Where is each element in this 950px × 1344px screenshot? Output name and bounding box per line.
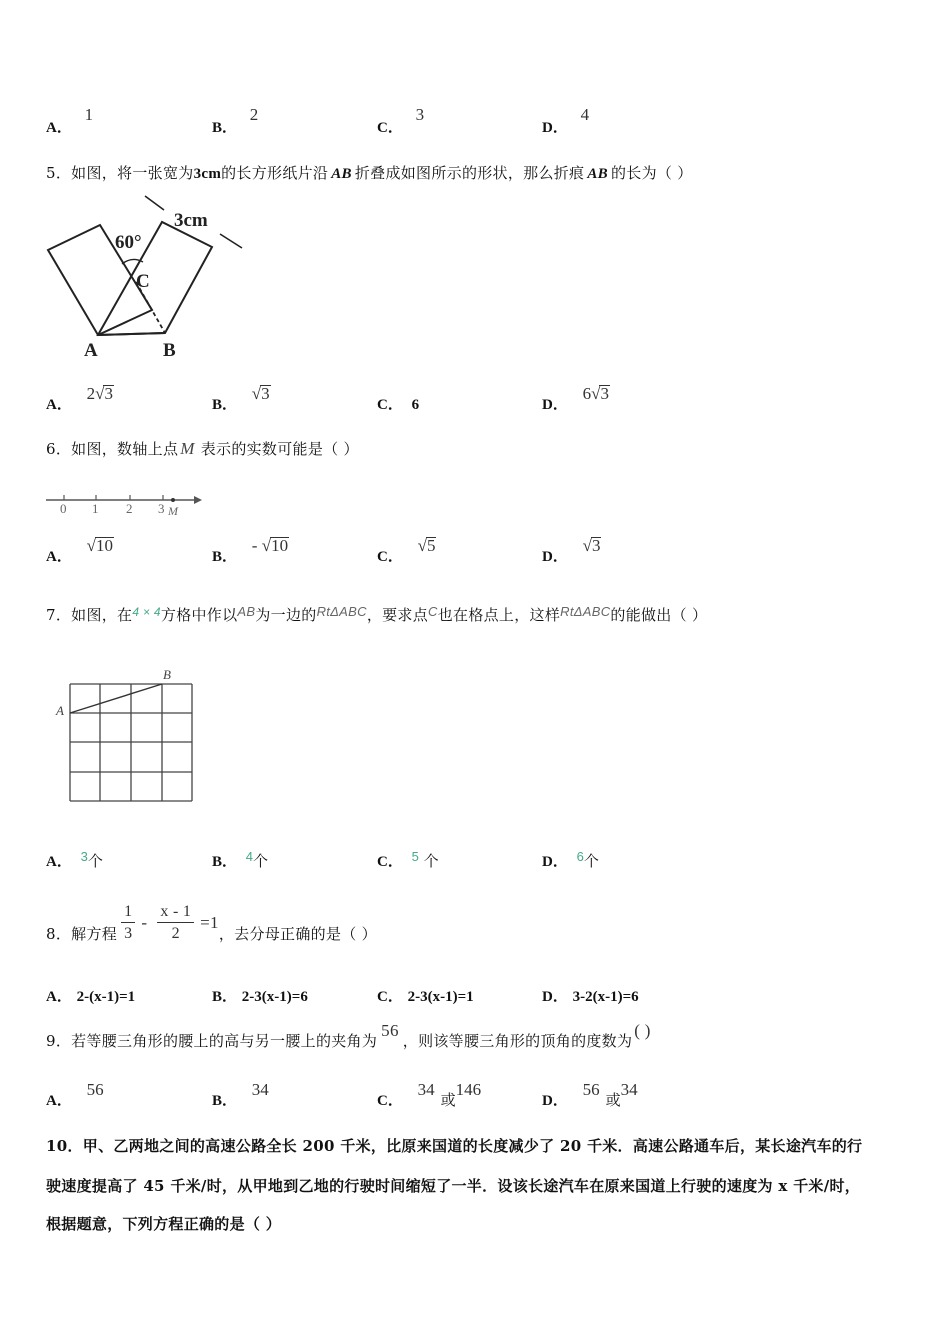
label-width: 3cm (174, 210, 208, 231)
stem-segment: AB (587, 166, 608, 182)
segment-ab (70, 684, 162, 713)
option-value (252, 536, 289, 555)
stem-text: ，去分母正确的是（ ） (218, 924, 377, 943)
q9-option-a (46, 1080, 110, 1110)
option-letter: D． (542, 549, 568, 565)
fraction-x-minus-1-over-2 (157, 902, 194, 945)
label-point-a: A (84, 340, 98, 360)
tick-label-3: 3 (158, 501, 165, 516)
radicand: 3 (104, 384, 113, 403)
stem-grid-size: 4 × 4 (132, 605, 161, 619)
option-letter: B． (212, 1093, 238, 1109)
option-value: 2-3(x-1)=1 (407, 989, 474, 1005)
q4-option-b (212, 105, 259, 137)
denominator: 2 (171, 924, 180, 942)
option-letter: C． (377, 854, 403, 870)
q7-stem (46, 604, 707, 625)
stem-segment: AB (237, 604, 256, 619)
q6-number-line (44, 488, 204, 518)
stem-text: 如图，将一张宽为 (71, 164, 194, 182)
option-letter: C． (377, 549, 403, 565)
q7-option-d (542, 850, 599, 871)
option-value: 2-3(x-1)=6 (241, 989, 308, 1005)
option-value (583, 536, 602, 555)
q9-option-d (542, 1080, 638, 1110)
stem-point: M (180, 439, 195, 458)
label-point-a: A (56, 703, 64, 718)
q6-stem (46, 438, 359, 459)
option-value-2: 34 (620, 1080, 638, 1099)
option-value (583, 384, 610, 403)
q7-option-a (46, 850, 103, 871)
option-unit: 个 (253, 852, 269, 870)
point-m-dot (171, 498, 175, 502)
option-letter: D． (542, 120, 568, 136)
option-letter: D． (542, 854, 568, 870)
option-unit: 个 (418, 852, 439, 870)
q7-option-c (377, 850, 439, 871)
coefficient: 2 (86, 384, 96, 403)
tick-label-1: 1 (92, 501, 99, 516)
stem-text: 折叠成如图所示的形状，那么折痕 (354, 164, 585, 182)
sqrt-icon: √ (582, 536, 592, 555)
option-value (252, 384, 271, 403)
stem-value: 3cm (193, 166, 222, 182)
q5-figure (40, 190, 260, 360)
option-letter: D． (542, 1093, 568, 1109)
equals-one: =1 (200, 913, 219, 932)
sqrt-icon: √ (261, 536, 272, 555)
option-value: 56 (582, 1080, 600, 1099)
option-value: 4 (580, 105, 590, 124)
radicand: 3 (591, 536, 601, 555)
radicand: 10 (271, 536, 289, 555)
q5-option-a (46, 384, 113, 414)
ab-line (98, 333, 165, 335)
q8-option-d (542, 985, 639, 1006)
label-point-b: B (163, 667, 171, 682)
sqrt-icon: √ (591, 384, 601, 403)
stem-angle: 56 (381, 1021, 399, 1040)
option-value: 34 (417, 1080, 435, 1099)
q4-option-a (46, 105, 94, 137)
numerator: 1 (121, 902, 135, 923)
label-angle: 60° (115, 232, 142, 253)
q10-line-3: 根据题意，下列方程正确的是（ ） (46, 1215, 282, 1233)
option-letter: A． (46, 120, 72, 136)
radicand: 10 (95, 536, 113, 555)
option-value: 34 (251, 1080, 269, 1099)
q6-option-a (46, 536, 113, 566)
question-number: 8． (46, 924, 72, 943)
option-letter: A． (46, 1093, 72, 1109)
tick-label-0: 0 (60, 501, 67, 516)
numerator: x - 1 (157, 902, 194, 923)
option-letter: A． (46, 989, 72, 1005)
option-or: 或 (605, 1091, 621, 1109)
stem-point: C (428, 604, 438, 619)
stem-text: 方格中作以 (160, 606, 238, 624)
radicand: 3 (600, 384, 609, 403)
q5-option-c (377, 393, 419, 414)
q5-option-b (212, 384, 270, 414)
stem-segment: AB (331, 166, 352, 182)
sign: - (251, 536, 262, 555)
q6-option-b (212, 536, 289, 566)
q4-option-c (377, 105, 425, 137)
q6-option-c (377, 536, 436, 566)
option-letter: A． (46, 549, 72, 565)
q5-stem (46, 162, 693, 183)
option-letter: D． (542, 989, 568, 1005)
option-value: 2-(x-1)=1 (76, 989, 136, 1005)
stem-text: 也在格点上，这样 (437, 606, 561, 624)
stem-text: 的长方形纸片沿 (221, 164, 329, 182)
q5-option-d (542, 384, 609, 414)
option-unit: 个 (583, 852, 599, 870)
question-number: 9． (46, 1032, 72, 1050)
option-letter: A． (46, 854, 72, 870)
option-value (87, 384, 114, 403)
q8-stem (46, 898, 377, 948)
stem-text: ，要求点 (366, 606, 429, 624)
option-letter: A． (46, 397, 72, 413)
fraction-one-third (121, 902, 135, 945)
option-value (418, 536, 437, 555)
option-value: 6 (411, 397, 420, 413)
question-number: 6． (46, 440, 72, 458)
stem-text: 解方程 (71, 924, 118, 943)
q9-stem (46, 1021, 651, 1051)
q9-option-b (212, 1080, 275, 1110)
option-letter: B． (212, 549, 238, 565)
stem-text: 如图，数轴上点 (71, 440, 179, 458)
point-m-label: M (168, 504, 178, 518)
stem-triangle: RtΔABC (560, 604, 611, 619)
q10-line-2: 驶速度提高了 45 千米/时，从甲地到乙地的行驶时间缩短了一半．设该长途汽车在原来国道上行驶的速度为 x 千米/时， (46, 1177, 861, 1195)
q4-option-d (542, 105, 590, 137)
tick-label-2: 2 (126, 501, 133, 516)
option-value: 2 (249, 105, 259, 124)
question-number: 7． (46, 606, 72, 624)
minus-sign: - (141, 913, 148, 932)
radicand: 3 (261, 384, 270, 403)
q10-line-1: 10．甲、乙两地之间的高速公路全长 200 千米，比原来国道的长度减少了 20 千米．高速公路通车后，某长途汽车的行 (46, 1137, 863, 1155)
stem-text: 若等腰三角形的腰上的高与另一腰上的夹角为 (71, 1032, 378, 1050)
option-number: 3 (80, 849, 88, 864)
option-value: 3 (415, 105, 425, 124)
stem-triangle: RtΔABC (316, 604, 367, 619)
stem-text: 的长为（ ） (611, 164, 693, 182)
option-letter: C． (377, 397, 403, 413)
stem-text: 表示的实数可能是（ ） (200, 440, 359, 458)
stem-text: 的能做出（ ） (610, 606, 708, 624)
grid-lines (70, 684, 192, 801)
stem-text: 为一边的 (255, 606, 317, 624)
q6-option-d (542, 536, 601, 566)
question-number: 5． (46, 164, 72, 182)
q9-option-c (377, 1080, 482, 1110)
option-number: 5 (411, 849, 419, 864)
option-number: 4 (245, 849, 254, 864)
q7-option-b (212, 850, 268, 871)
option-value-2: 146 (455, 1080, 482, 1099)
option-value: 56 (86, 1080, 104, 1099)
answer-paren: ( ) (634, 1021, 651, 1040)
q8-option-c (377, 985, 474, 1006)
option-value: 3-2(x-1)=6 (572, 989, 639, 1005)
option-or: 或 (440, 1091, 456, 1109)
sqrt-icon: √ (417, 536, 427, 555)
option-letter: B． (212, 397, 238, 413)
option-letter: D． (542, 397, 568, 413)
radicand: 5 (426, 536, 436, 555)
option-value (87, 536, 114, 555)
option-letter: C． (377, 120, 403, 136)
option-unit: 个 (87, 852, 103, 870)
stem-text: ，则该等腰三角形的顶角的度数为 (402, 1032, 633, 1050)
q7-grid-figure (52, 664, 202, 808)
option-value: 1 (84, 105, 94, 124)
stem-text: 如图，在 (71, 606, 133, 624)
option-letter: C． (377, 1093, 403, 1109)
sqrt-icon: √ (86, 536, 96, 555)
option-letter: B． (212, 854, 238, 870)
dimension-arrow-1 (145, 196, 164, 210)
sqrt-icon: √ (251, 384, 262, 403)
q8-option-b (212, 985, 308, 1006)
dimension-arrow-2 (220, 234, 242, 248)
label-point-c: C (136, 271, 150, 292)
option-letter: C． (377, 989, 403, 1005)
option-letter: B． (212, 120, 238, 136)
option-number: 6 (576, 849, 584, 864)
coefficient: 6 (582, 384, 592, 403)
label-point-b: B (163, 340, 176, 360)
denominator: 3 (124, 924, 133, 942)
option-letter: B． (212, 989, 238, 1005)
q8-option-a (46, 985, 135, 1006)
sqrt-icon: √ (95, 384, 105, 403)
axis-arrow-icon (194, 496, 202, 504)
